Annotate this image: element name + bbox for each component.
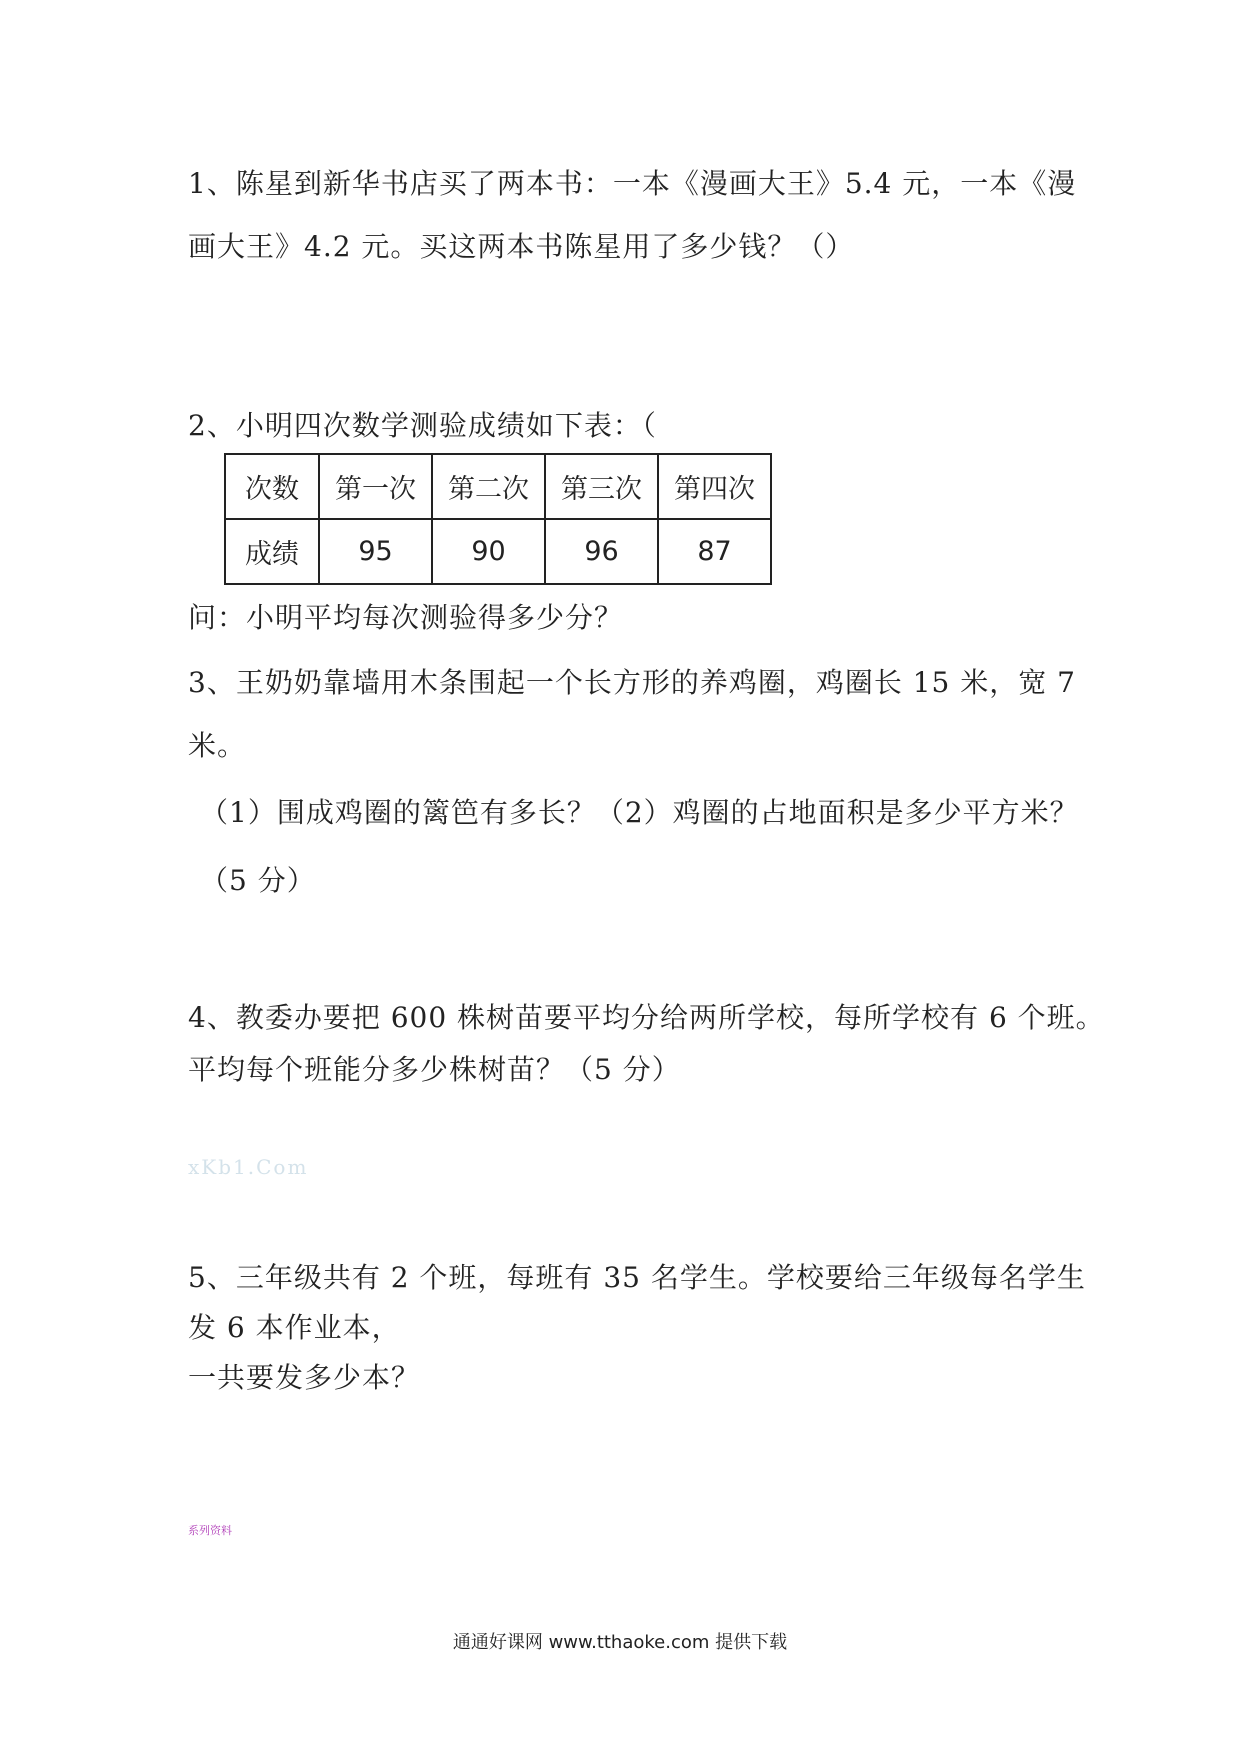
question-3-line-1: 3、王奶奶靠墙用木条围起一个长方形的养鸡圈，鸡圈长 15 米，宽 7 xyxy=(188,666,1076,699)
question-3-line-2: 米。 xyxy=(188,729,247,762)
question-5-line-1: 5、三年级共有 2 个班，每班有 35 名学生。学校要给三年级每名学生 xyxy=(188,1261,1086,1294)
score-table xyxy=(224,453,772,585)
question-5-line-3: 一共要发多少本？ xyxy=(188,1361,421,1394)
page-footer: 通通好课网 www.tthaoke.com 提供下载 xyxy=(452,1632,788,1653)
table-cell: 成绩 xyxy=(225,519,319,584)
question-3-line-4: （5 分） xyxy=(200,864,316,897)
table-cell: 90 xyxy=(432,519,545,584)
table-cell: 第四次 xyxy=(658,454,771,519)
table-cell: 次数 xyxy=(225,454,319,519)
question-2-line-1: 2、小明四次数学测验成绩如下表：（ xyxy=(188,409,657,442)
table-cell: 96 xyxy=(545,519,658,584)
score-table-score-row xyxy=(225,519,771,584)
table-cell: 87 xyxy=(658,519,771,584)
table-cell: 第三次 xyxy=(545,454,658,519)
question-1-line-2: 画大王》4.2 元。买这两本书陈星用了多少钱？（） xyxy=(188,230,855,263)
table-cell: 95 xyxy=(319,519,432,584)
watermark-text: xKb1.Com xyxy=(188,1155,309,1179)
score-table-header-row xyxy=(225,454,771,519)
question-1-line-1: 1、陈星到新华书店买了两本书：一本《漫画大王》5.4 元，一本《漫 xyxy=(188,167,1077,200)
question-3-line-3: （1）围成鸡圈的篱笆有多长？（2）鸡圈的占地面积是多少平方米？ xyxy=(200,796,1079,829)
table-cell: 第二次 xyxy=(432,454,545,519)
series-stamp: 系列资料 xyxy=(188,1524,232,1537)
question-5-line-2: 发 6 本作业本， xyxy=(188,1311,401,1344)
table-cell: 第一次 xyxy=(319,454,432,519)
question-2-ask: 问：小明平均每次测验得多少分？ xyxy=(188,601,624,634)
question-4-line-1: 4、教委办要把 600 株树苗要平均分给两所学校，每所学校有 6 个班。 xyxy=(188,1001,1105,1034)
question-4-line-2: 平均每个班能分多少株树苗？（5 分） xyxy=(188,1053,681,1086)
